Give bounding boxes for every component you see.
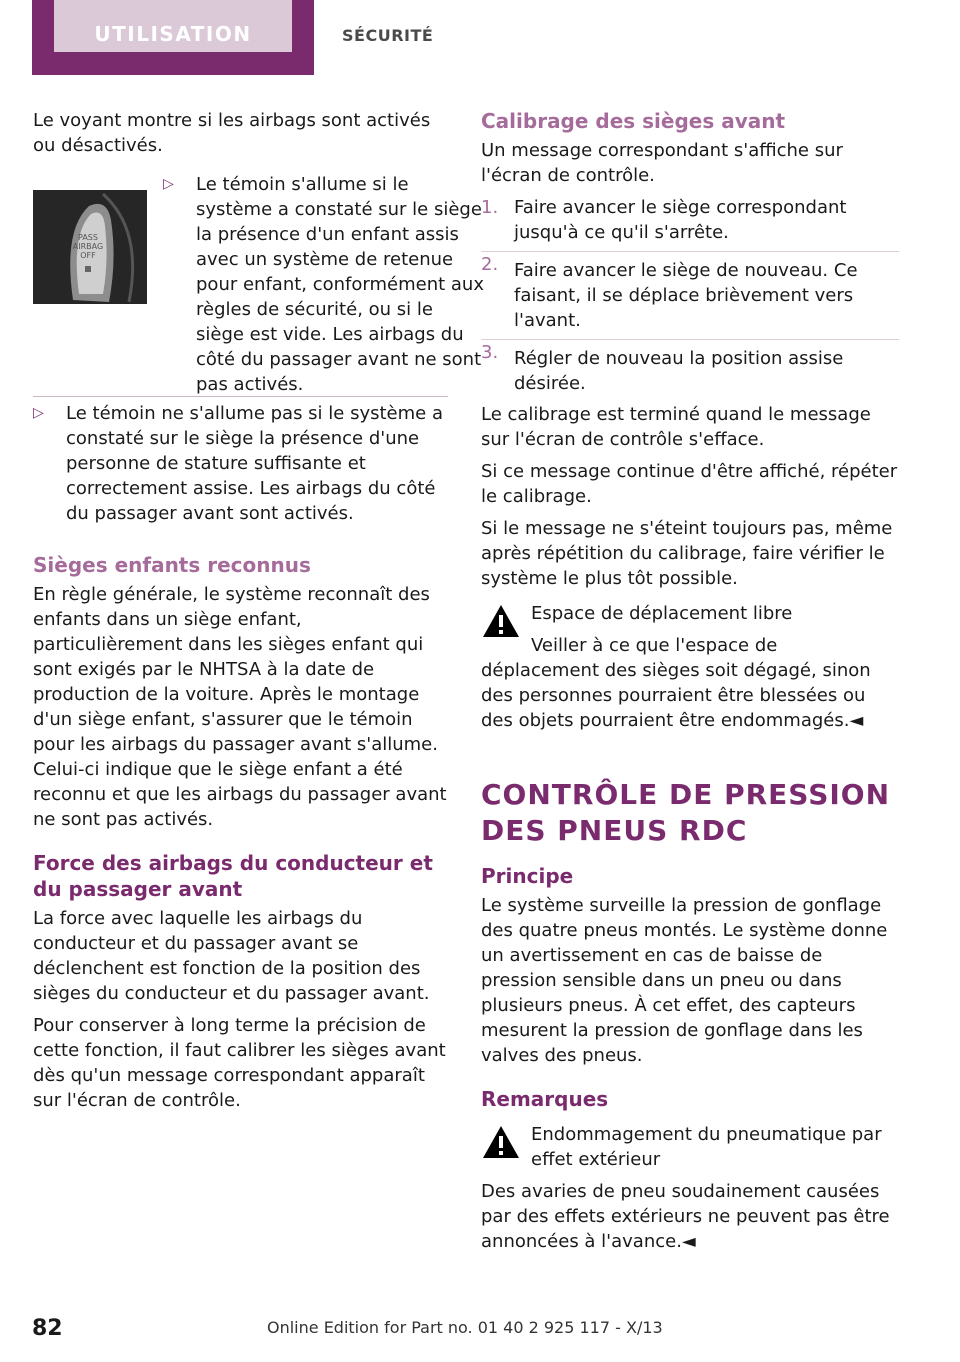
heading-child-seats: Sièges enfants reconnus (33, 553, 311, 577)
airbag-indicator-photo (33, 190, 147, 304)
section-title: SÉCURITÉ (342, 26, 434, 45)
airbag-force-text-1: La force avec laquelle les airbags du conducteur et du passager avant se déclenchent est fonction de la position des sièges du conducteur et du passager avant. (33, 908, 430, 1004)
step-text: Faire avancer le siège correspondant jusqu'à ce qu'il s'arrête. (514, 197, 847, 243)
edition-note: Online Edition for Part no. 01 40 2 925 117 - X/13 (267, 1318, 663, 1337)
step-text: Régler de nouveau la position assise désirée. (514, 348, 844, 394)
step-number: 3. (481, 342, 499, 363)
calibration-steps (481, 195, 899, 396)
photo-label-line-2: AIRBAG (72, 242, 104, 251)
left-column (33, 108, 484, 1120)
warning-tire-damage-text: Des avaries de pneu soudainement causées par des effets extérieurs ne peuvent pas être annoncées à l'avance.◄ (481, 1181, 890, 1252)
triangle-bullet-icon: ▷ (163, 176, 174, 192)
warning-seat-space-title: Espace de déplacement libre (531, 603, 793, 624)
indicator-figure (33, 172, 484, 395)
page-number: 82 (32, 1316, 63, 1341)
step-number: 2. (481, 254, 499, 275)
chapter-tab (32, 0, 314, 75)
right-column (481, 108, 899, 1261)
warning-seat-space-text: Veiller à ce que l'espace de déplacement des sièges soit dégagé, sinon des personnes pourraient être blessées ou des objets pourraient être endommagés.◄ (481, 635, 871, 731)
warning-tire-damage-title: Endommagement du pneumatique par effet extérieur (531, 1124, 882, 1170)
child-seats-text: En règle générale, le système reconnaît des enfants dans un siège enfant, particulièrement dans les sièges enfant qui sont exigés par le NHTSA à la date de production de la voiture. Après le montage d'un siège enfant, s'assurer que le témoin pour les airbags du passager avant s'allume. Celui-ci indique que le siège enfant a été reconnu et que les airbags du passager avant ne sont pas activés. (33, 584, 447, 830)
intro-text: Le voyant montre si les airbags sont activés ou désactivés. (33, 110, 431, 156)
heading-calibration: Calibrage des sièges avant (481, 109, 786, 133)
calibration-step (481, 339, 899, 396)
airbag-force-text-2: Pour conserver à long terme la précision de cette fonction, il faut calibrer les sièges avant dès qu'un message correspondant apparaît sur l'écran de contrôle. (33, 1015, 446, 1111)
photo-label-line-1: PASS (78, 233, 98, 242)
calibration-intro: Un message correspondant s'affiche sur l'écran de contrôle. (481, 140, 843, 186)
warning-tire-damage (481, 1122, 899, 1172)
step-number: 1. (481, 197, 499, 218)
bullet-indicator-off-text: Le témoin ne s'allume pas si le système a constaté sur le siège la présence d'une personne de stature suffisante et correctement assise. Les airbags du côté du passager avant sont activés. (66, 403, 443, 524)
calibration-done-text: Le calibrage est terminé quand le message sur l'écran de contrôle s'efface. (481, 404, 871, 450)
step-text: Faire avancer le siège de nouveau. Ce faisant, il se déplace brièvement vers l'avant. (514, 260, 858, 331)
photo-label-line-3: OFF (80, 251, 96, 260)
warning-triangle-icon (481, 603, 521, 639)
heading-remarks: Remarques (481, 1087, 609, 1111)
calibration-check-text: Si le message ne s'éteint toujours pas, même après répétition du calibrage, faire vérifier le système le plus tôt possible. (481, 518, 893, 589)
chapter-tab-label: UTILISATION (54, 0, 292, 52)
heading-airbag-force: Force des airbags du conducteur et du passager avant (33, 851, 433, 901)
principle-text: Le système surveille la pression de gonflage des quatre pneus montés. Le système donne un avertissement en cas de baisse de pression sensible dans un pneu ou dans plusieurs pneus. À cet effet, des capteurs mesurent la pression de gonflage dans les valves des pneus. (481, 895, 888, 1066)
calibration-step (481, 195, 899, 245)
bullet-indicator-off (33, 401, 448, 526)
triangle-bullet-icon: ▷ (33, 405, 44, 421)
heading-rdc: CONTRÔLE DE PRESSION DES PNEUS RDC (481, 778, 891, 847)
calibration-repeat-text: Si ce message continue d'être affiché, répéter le calibrage. (481, 461, 898, 507)
warning-seat-space (481, 601, 899, 626)
bullet-indicator-on-text: Le témoin s'allume si le système a constaté sur le siège la présence d'un enfant assis avec un système de retenue pour enfant, conformément aux règles de sécurité, ou si le siège est vide. Les airbags du côté du passager avant ne sont pas activés. (196, 174, 484, 395)
bullet-indicator-on (163, 172, 486, 397)
warning-triangle-icon (481, 1124, 521, 1160)
heading-principle: Principe (481, 864, 574, 888)
calibration-step (481, 251, 899, 333)
